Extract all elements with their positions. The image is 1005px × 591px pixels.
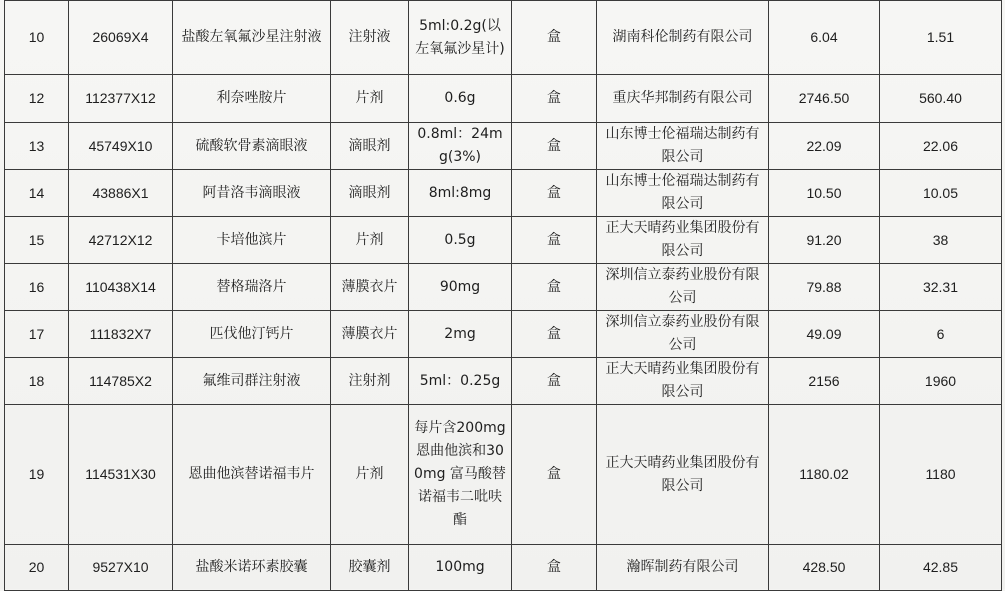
table-row — [5, 75, 1002, 123]
price-value-1: 91.20 — [769, 217, 880, 264]
drug-name: 卡培他滨片 — [173, 217, 331, 264]
price-value-2: 22.06 — [880, 123, 1002, 170]
row-number: 19 — [5, 405, 69, 545]
price-value-2: 32.31 — [880, 264, 1002, 311]
specification: 0.6g — [409, 75, 512, 123]
table-row — [5, 405, 1002, 545]
table-body — [5, 1, 1002, 591]
dosage-form: 滴眼剂 — [331, 123, 409, 170]
price-value-1: 2156 — [769, 358, 880, 405]
package-unit: 盒 — [512, 217, 597, 264]
price-value-1: 1180.02 — [769, 405, 880, 545]
table-row — [5, 358, 1002, 405]
manufacturer: 深圳信立泰药业股份有限公司 — [597, 311, 769, 358]
drug-price-table — [4, 0, 1002, 591]
price-value-1: 49.09 — [769, 311, 880, 358]
drug-name: 氟维司群注射液 — [173, 358, 331, 405]
drug-name: 阿昔洛韦滴眼液 — [173, 170, 331, 217]
manufacturer: 重庆华邦制药有限公司 — [597, 75, 769, 123]
dosage-form: 片剂 — [331, 405, 409, 545]
specification: 0.5g — [409, 217, 512, 264]
row-number: 18 — [5, 358, 69, 405]
package-unit: 盒 — [512, 358, 597, 405]
drug-code: 26069X4 — [69, 1, 173, 75]
row-number: 17 — [5, 311, 69, 358]
price-value-1: 22.09 — [769, 123, 880, 170]
package-unit: 盒 — [512, 311, 597, 358]
specification: 每片含200mg 恩曲他滨和300mg 富马酸替诺福韦二吡呋酯 — [409, 405, 512, 545]
dosage-form: 薄膜衣片 — [331, 264, 409, 311]
row-number: 10 — [5, 1, 69, 75]
dosage-form: 胶囊剂 — [331, 545, 409, 591]
manufacturer: 正大天晴药业集团股份有限公司 — [597, 358, 769, 405]
drug-code: 114531X30 — [69, 405, 173, 545]
dosage-form: 薄膜衣片 — [331, 311, 409, 358]
table-row — [5, 264, 1002, 311]
table-row — [5, 1, 1002, 75]
specification: 8ml:8mg — [409, 170, 512, 217]
dosage-form: 片剂 — [331, 217, 409, 264]
drug-code: 43886X1 — [69, 170, 173, 217]
package-unit: 盒 — [512, 75, 597, 123]
table-row — [5, 123, 1002, 170]
price-value-2: 6 — [880, 311, 1002, 358]
package-unit: 盒 — [512, 123, 597, 170]
package-unit: 盒 — [512, 170, 597, 217]
price-value-2: 1960 — [880, 358, 1002, 405]
dosage-form: 注射液 — [331, 1, 409, 75]
package-unit: 盒 — [512, 264, 597, 311]
drug-name: 匹伐他汀钙片 — [173, 311, 331, 358]
row-number: 13 — [5, 123, 69, 170]
price-value-1: 6.04 — [769, 1, 880, 75]
price-value-2: 10.05 — [880, 170, 1002, 217]
row-number: 16 — [5, 264, 69, 311]
price-value-1: 79.88 — [769, 264, 880, 311]
table-row — [5, 217, 1002, 264]
drug-code: 114785X2 — [69, 358, 173, 405]
drug-name: 替格瑞洛片 — [173, 264, 331, 311]
drug-name: 盐酸米诺环素胶囊 — [173, 545, 331, 591]
price-value-2: 38 — [880, 217, 1002, 264]
drug-code: 110438X14 — [69, 264, 173, 311]
table-row — [5, 311, 1002, 358]
row-number: 14 — [5, 170, 69, 217]
drug-name: 硫酸软骨素滴眼液 — [173, 123, 331, 170]
drug-code: 45749X10 — [69, 123, 173, 170]
manufacturer: 正大天晴药业集团股份有限公司 — [597, 405, 769, 545]
specification: 100mg — [409, 545, 512, 591]
specification: 5ml：0.25g — [409, 358, 512, 405]
price-value-1: 2746.50 — [769, 75, 880, 123]
dosage-form: 片剂 — [331, 75, 409, 123]
package-unit: 盒 — [512, 405, 597, 545]
manufacturer: 山东博士伦福瑞达制药有限公司 — [597, 170, 769, 217]
drug-code: 42712X12 — [69, 217, 173, 264]
drug-code: 9527X10 — [69, 545, 173, 591]
dosage-form: 注射剂 — [331, 358, 409, 405]
package-unit: 盒 — [512, 1, 597, 75]
price-value-2: 1.51 — [880, 1, 1002, 75]
manufacturer: 瀚晖制药有限公司 — [597, 545, 769, 591]
manufacturer: 正大天晴药业集团股份有限公司 — [597, 217, 769, 264]
price-value-1: 10.50 — [769, 170, 880, 217]
drug-name: 利奈唑胺片 — [173, 75, 331, 123]
manufacturer: 湖南科伦制药有限公司 — [597, 1, 769, 75]
drug-name: 盐酸左氧氟沙星注射液 — [173, 1, 331, 75]
price-value-2: 560.40 — [880, 75, 1002, 123]
row-number: 20 — [5, 545, 69, 591]
table-row — [5, 545, 1002, 591]
manufacturer: 山东博士伦福瑞达制药有限公司 — [597, 123, 769, 170]
drug-name: 恩曲他滨替诺福韦片 — [173, 405, 331, 545]
manufacturer: 深圳信立泰药业股份有限公司 — [597, 264, 769, 311]
specification: 2mg — [409, 311, 512, 358]
drug-code: 112377X12 — [69, 75, 173, 123]
drug-code: 111832X7 — [69, 311, 173, 358]
price-value-2: 42.85 — [880, 545, 1002, 591]
specification: 90mg — [409, 264, 512, 311]
row-number: 12 — [5, 75, 69, 123]
row-number: 15 — [5, 217, 69, 264]
dosage-form: 滴眼剂 — [331, 170, 409, 217]
price-value-2: 1180 — [880, 405, 1002, 545]
price-value-1: 428.50 — [769, 545, 880, 591]
specification: 0.8ml：24mg(3%) — [409, 123, 512, 170]
package-unit: 盒 — [512, 545, 597, 591]
table-row — [5, 170, 1002, 217]
specification: 5ml:0.2g(以左氧氟沙星计) — [409, 1, 512, 75]
